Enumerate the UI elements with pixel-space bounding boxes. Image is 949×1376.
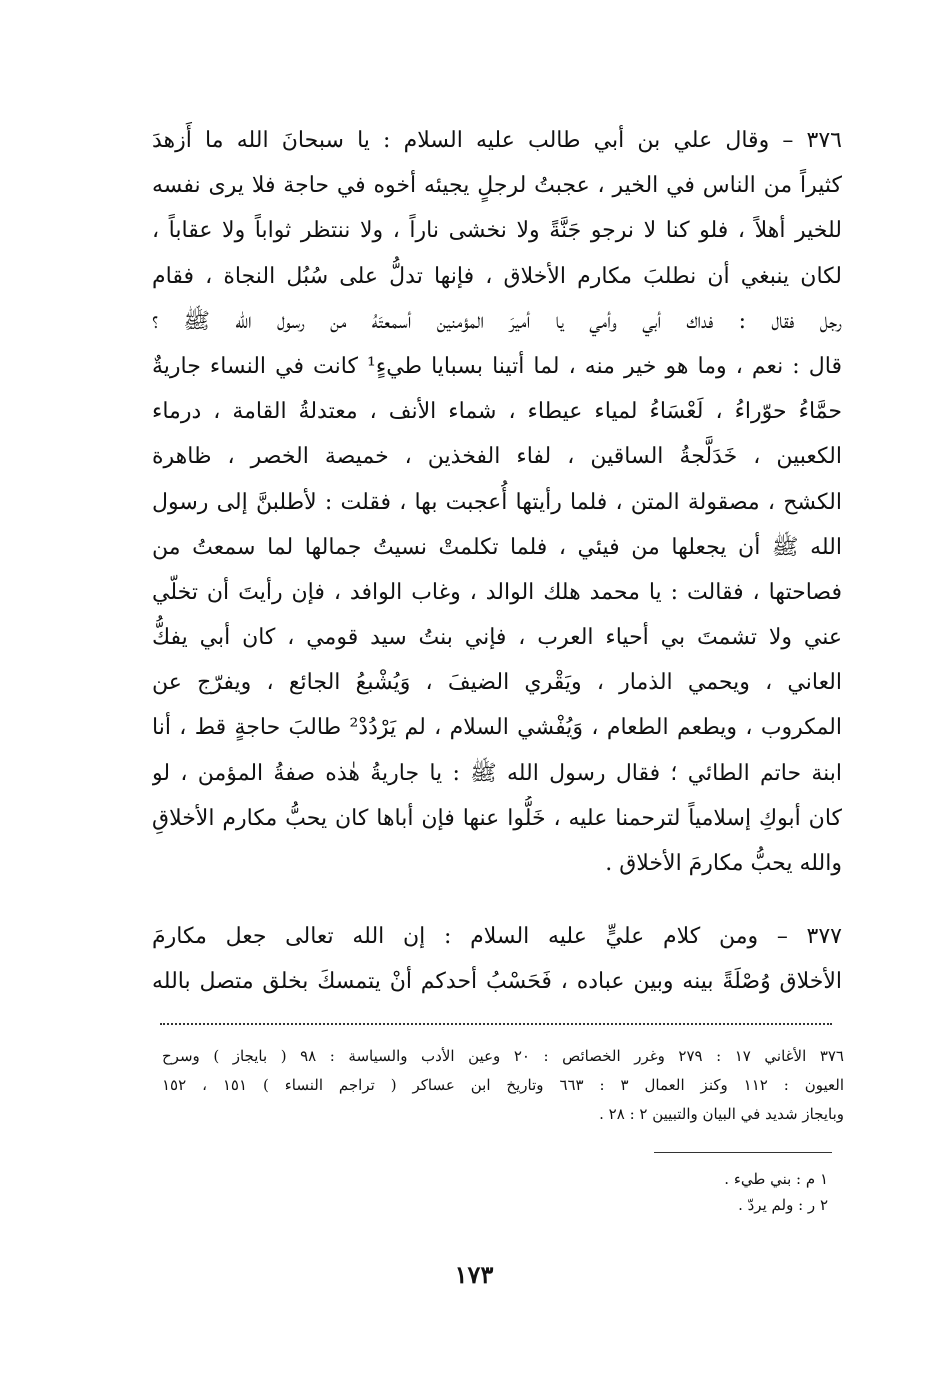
text-line: الكعبين ، خَدَلَّجةُ الساقين ، لفاء الفخذين ، خميصة الخصر ، ظاهرة — [152, 444, 842, 470]
text-line: حمَّاءُ حوّراءُ ، لَعْسَاءُ لمياء عيطاء ، شماء الأنف ، معتدلةُ القامة ، درماء — [152, 399, 842, 425]
footnotes — [600, 1166, 828, 1218]
paragraph-gap — [152, 886, 842, 914]
footnote-separator — [654, 1152, 832, 1153]
text-line: المكروب ، ويطعم الطعام ، وَيُفْشي السلام ، لم يَرْدُدْ² طالبَ حاجةٍ قط ، أنا — [152, 715, 842, 741]
text-line: كثيراً من الناس في الخير ، عجبتُ لرجلٍ يجيئه أخوه في حاجة فلا يرى نفسه — [152, 173, 842, 199]
text-line: العاني ، ويحمي الذمار ، ويَقْري الضيفَ ، وَيُشْبعُ الجائع ، ويفرّج عن — [152, 670, 842, 696]
source-line: ٣٧٦ الأغاني ١٧ : ٢٧٩ وغرر الخصائص : ٢٠ وعين الأدب والسياسة : ٩٨ ( بايجاز ) وسرح — [162, 1047, 844, 1065]
text-line: ٣٧٧ – ومن كلام عليٍّ عليه السلام : إن الله تعالى جعل مكارمَ — [152, 924, 842, 950]
text-line: للخير أهلاً ، فلو كنا لا نرجو جَنَّةً ولا نخشى ناراً ، ولا ننتظر ثواباً ولا عقاباً ، — [152, 218, 842, 244]
source-line: وبايجاز شديد في البيان والتبيين ٢ : ٢٨ . — [599, 1105, 844, 1123]
footnote-line: ١ م : بني طيء . — [724, 1170, 828, 1188]
text-line: فصاحتها ، فقالت : يا محمد هلك الوالد ، وغاب الوافد ، فإن رأيتَ أن تخلّي — [152, 579, 842, 605]
main-text — [152, 118, 842, 1005]
text-line: عني ولا تشمتَ بي أحياء العرب ، فإني بنتُ سيد قومي ، كان أبي يفكُّ — [152, 625, 842, 651]
text-line: قال : نعم ، وما هو خير منه ، لما أتينا بسبايا طيءٍ¹ كانت في النساء جاريةٌ — [152, 353, 842, 379]
footnote-line: ٢ ر : ولم يردّ . — [738, 1196, 828, 1214]
source-line: العيون : ١١٢ وكنز العمال ٣ : ٦٦٣ وتاريخ ابن عساكر ( تراجم النساء ) ١٥١ ، ١٥٢ — [162, 1076, 844, 1094]
dotted-separator — [160, 1023, 832, 1025]
text-line: ٣٧٦ – وقال علي بن أبي طالب عليه السلام : يا سبحانَ الله ما أَزهدَ — [152, 128, 842, 153]
text-line: الأخلاق وُصْلَةً بينه وبين عباده ، فَحَسْبُ أحدكم أنْ يتمسكَ بخلق متصل بالله — [152, 969, 842, 995]
text-line: لكان ينبغي أن نطلبَ مكارم الأخلاق ، فإنها تدلُّ على سُبُل النجاة ، فقام — [152, 263, 842, 289]
text-line: كان أبوكِ إسلامياً لترحمنا عليه ، خَلُّوا عنها فإن أباها كان يحبُّ مكارم الأخلاقِ — [152, 805, 842, 831]
text-line: الله ﷺ أن يجعلها من فيئي ، فلما تكلمتْ نسيتُ جمالها لما سمعتُ من — [152, 534, 842, 560]
source-references — [162, 1042, 844, 1129]
text-line: ابنة حاتم الطائي ؛ فقال رسول الله ﷺ : يا جاريةُ هٰذه صفةُ المؤمن ، لو — [152, 760, 842, 786]
paragraph-377 — [152, 914, 842, 1004]
text-line: رجل فقال : فداك أبي وأمي يا أميرَ المؤمنين أسمعتَهُ من رسول الله ﷺ ؟ — [152, 308, 842, 334]
paragraph-376 — [152, 118, 842, 886]
text-line: والله يحبُّ مكارمَ الأخلاق . — [605, 851, 842, 876]
text-line: الكشح ، مصقولة المتن ، فلما رأيتها أُعجبت بها ، فقلت : لأطلبنَّ إلى رسول — [152, 489, 842, 515]
page-number: ١٧٣ — [454, 1260, 494, 1289]
